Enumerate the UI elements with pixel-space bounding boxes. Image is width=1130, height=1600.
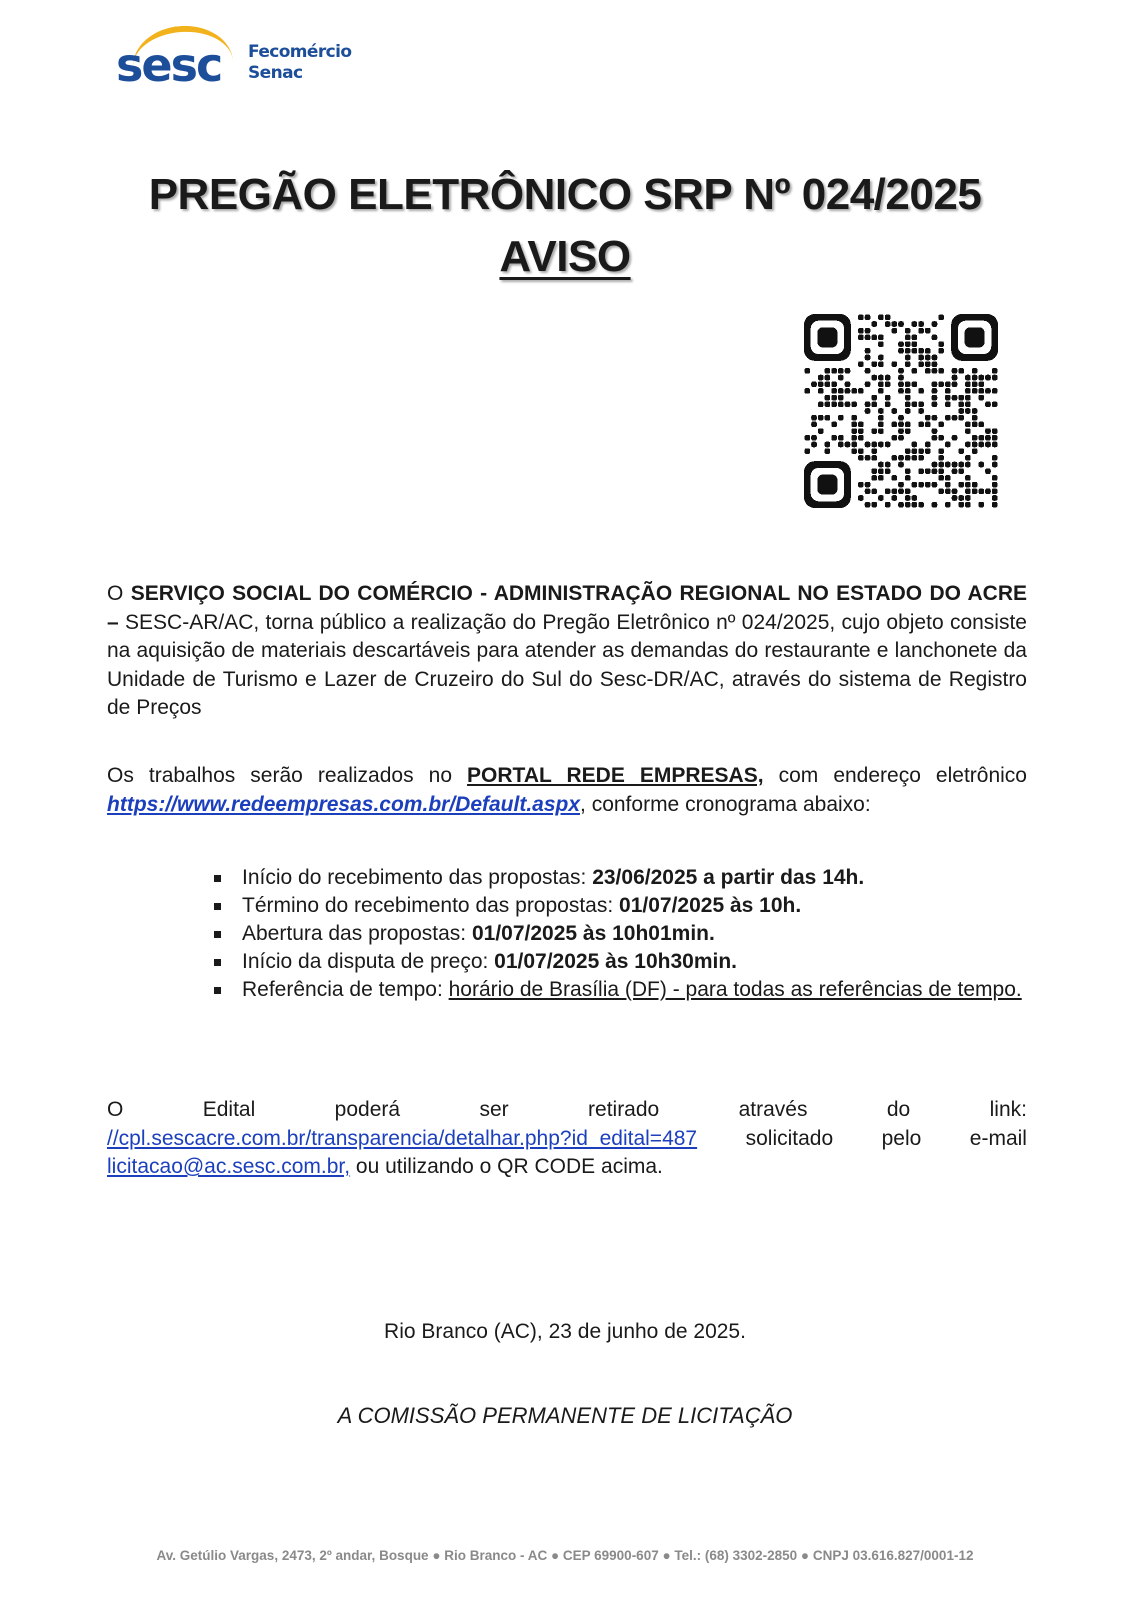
edital-paragraph — [107, 1096, 1027, 1182]
intro-paragraph: O SERVIÇO SOCIAL DO COMÉRCIO - ADMINISTRAÇÃO REGIONAL NO ESTADO DO ACRE – SESC-AR/AC, torna público a realização do Pregão Eletrônico nº 024/2025, cujo objeto consiste na aquisição de materiais descartáveis para atender as demandas do restaurante e lanchonete da Unidade de Turismo e Lazer de Cruzeiro do Sul do Sesc-DR/AC, através do sistema de Registro de Preços — [107, 582, 1028, 719]
page-title: PREGÃO ELETRÔNICO SRP Nº 024/2025 — [148, 170, 982, 219]
schedule-list — [214, 864, 1022, 1004]
schedule-item: Abertura das propostas: 01/07/2025 às 10h01min. — [214, 920, 1022, 948]
edital-line-3: licitacao@ac.sesc.com.br, ou utilizando o QR CODE acima. — [107, 1155, 663, 1178]
logo-affiliates — [248, 42, 351, 84]
signature-commission: A COMISSÃO PERMANENTE DE LICITAÇÃO — [337, 1403, 793, 1428]
footer-address: Av. Getúlio Vargas, 2473, 2º andar, Bosque ● Rio Branco - AC ● CEP 69900-607 ● Tel.: (68) 3302-2850 ● CNPJ 03.616.827/0001-12 — [156, 1548, 974, 1563]
logo-affiliate-senac: Senac — [248, 63, 303, 83]
edital-line-1: O Edital poderá ser retirado através do link: — [107, 1098, 1027, 1121]
sesc-logo — [112, 22, 372, 92]
schedule-item: Início do recebimento das propostas: 23/06/2025 a partir das 14h. — [214, 864, 1022, 892]
portal-link[interactable]: https://www.redeempresas.com.br/Default.aspx — [107, 792, 581, 816]
date-line: Rio Branco (AC), 23 de junho de 2025. — [384, 1320, 746, 1343]
page-subtitle: AVISO — [499, 232, 631, 281]
edital-line-2: //cpl.sescacre.com.br/transparencia/detalhar.php?id_edital=487 solicitado pelo e-mail — [107, 1125, 1027, 1154]
schedule-item: Início da disputa de preço: 01/07/2025 às 10h30min. — [214, 948, 1022, 976]
edital-link[interactable]: //cpl.sescacre.com.br/transparencia/detalhar.php?id_edital=487 — [107, 1126, 698, 1150]
portal-name: PORTAL REDE EMPRESAS, — [467, 764, 764, 787]
logo-affiliate-fecomercio: Fecomércio — [248, 42, 352, 62]
schedule-item: Referência de tempo: horário de Brasília (DF) - para todas as referências de tempo. — [214, 976, 1022, 1004]
qr-code-icon[interactable] — [804, 314, 998, 508]
logo-brand: sesc — [116, 38, 222, 92]
schedule-item: Término do recebimento das propostas: 01/07/2025 às 10h. — [214, 892, 1022, 920]
portal-paragraph: Os trabalhos serão realizados no PORTAL REDE EMPRESAS, com endereço eletrônico https://www.redeempresas.com.br/Default.aspx, conforme cronograma abaixo: — [107, 764, 1027, 816]
email-link[interactable]: licitacao@ac.sesc.com.br, — [107, 1155, 351, 1178]
organization-name: SERVIÇO SOCIAL DO COMÉRCIO - ADMINISTRAÇÃO REGIONAL NO ESTADO DO ACRE – — [107, 582, 1028, 634]
